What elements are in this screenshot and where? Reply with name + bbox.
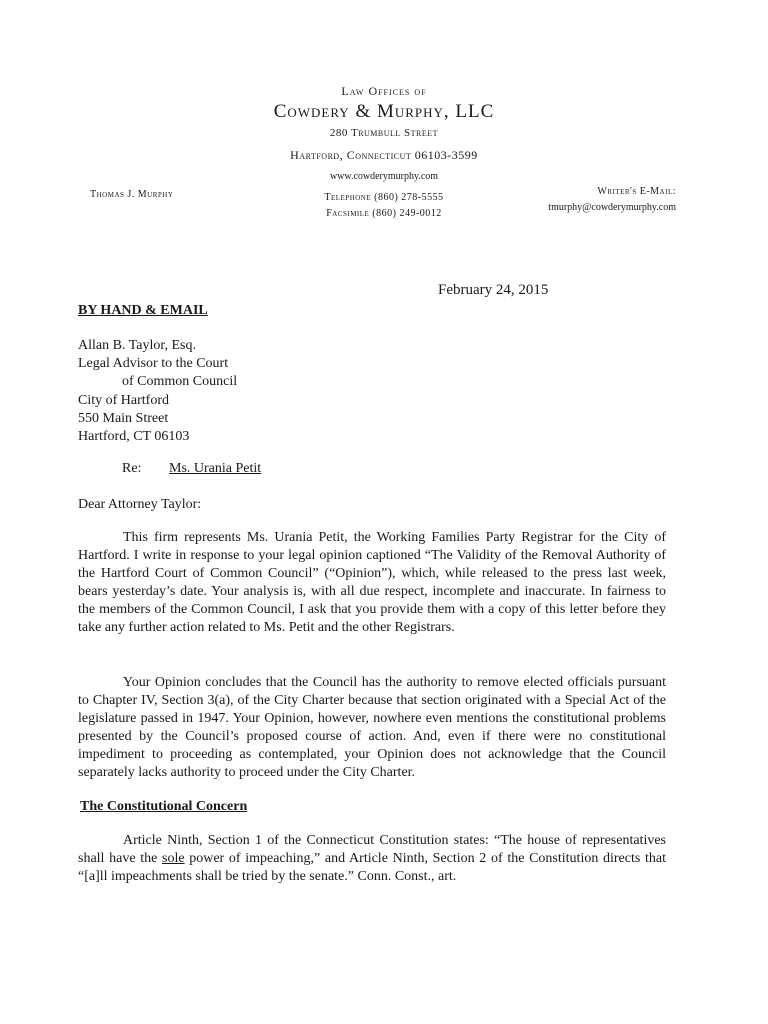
letterhead-attorney-name: Thomas J. Murphy (90, 189, 174, 200)
recipient-line: of Common Council (122, 374, 238, 390)
letterhead-email-label: Writer's E-Mail: (597, 186, 676, 197)
paragraph-text: Your Opinion concludes that the Council has the authority to remove elected officials pursuant to Chapter IV, Section 3(a), of the City Charter because that section originated with a Special Act of the legislature passed in 1947. Your Opinion, however, nowhere even mentions the constitutional problems presented by the Council’s proposed course of action. And, even if there were no constitutional impediment to proceeding as contemplated, your Opinion does not acknowledge that the Council separately lacks authority to proceed under the City Charter. (78, 675, 666, 780)
recipient-line: Hartford, CT 06103 (78, 429, 190, 445)
emphasis-sole: sole (162, 850, 185, 866)
paragraph-text: This firm represents Ms. Urania Petit, the Working Families Party Registrar for the City of Hartford. I write in response to your legal opinion captioned “The Validity of the Removal Authority of the Hartford Court of Common Council” (“Opinion”), which, while released to the press last week, bears yesterday’s date. Your analysis is, with all due respect, incomplete and inaccurate. In fairness to the members of the Common Council, I ask that you provide them with a copy of this letter before they take any further action related to Ms. Petit and the other Registrars. (78, 530, 666, 635)
letterhead-website: www.cowderymurphy.com (329, 171, 439, 182)
body-paragraph-1 (78, 529, 666, 636)
body-paragraph-2 (78, 674, 666, 781)
letterhead-city: Hartford, Connecticut 06103-3599 (290, 148, 478, 162)
recipient-line: City of Hartford (78, 392, 169, 408)
letterhead-facsimile: Facsimile (860) 249-0012 (326, 208, 442, 219)
letterhead-telephone: Telephone (860) 278-5555 (324, 192, 444, 203)
letterhead-street: 280 Trumbull Street (329, 127, 439, 139)
letter-date: February 24, 2015 (438, 282, 549, 298)
letterhead-firm-name: Cowdery & Murphy, LLC (273, 101, 495, 122)
re-subject: Ms. Urania Petit (169, 461, 262, 476)
paragraph-text (78, 832, 666, 886)
delivery-method: BY HAND & EMAIL (78, 303, 208, 318)
re-label: Re: (122, 461, 142, 476)
recipient-line: 550 Main Street (78, 410, 169, 426)
salutation: Dear Attorney Taylor: (78, 497, 202, 512)
paragraph-text-part: Article Ninth, Section 1 of the Connecticut Constitution states: “The house of representatives shall have the (78, 833, 666, 866)
recipient-address (78, 337, 237, 446)
letterhead-email: tmurphy@cowderymurphy.com (548, 202, 676, 213)
recipient-line: Allan B. Taylor, Esq. (78, 338, 196, 353)
letterhead-top-line: Law Offices of (341, 84, 427, 98)
recipient-line: Legal Advisor to the Court (78, 356, 229, 372)
body-paragraph-3 (78, 832, 666, 886)
section-heading: The Constitutional Concern (80, 799, 248, 814)
paragraph-text-part: power of impeaching,” and Article Ninth, Section 2 of the Constitution directs that “[a]ll impeachments shall be tried by the senate.” Conn. Const., art. (78, 850, 666, 884)
